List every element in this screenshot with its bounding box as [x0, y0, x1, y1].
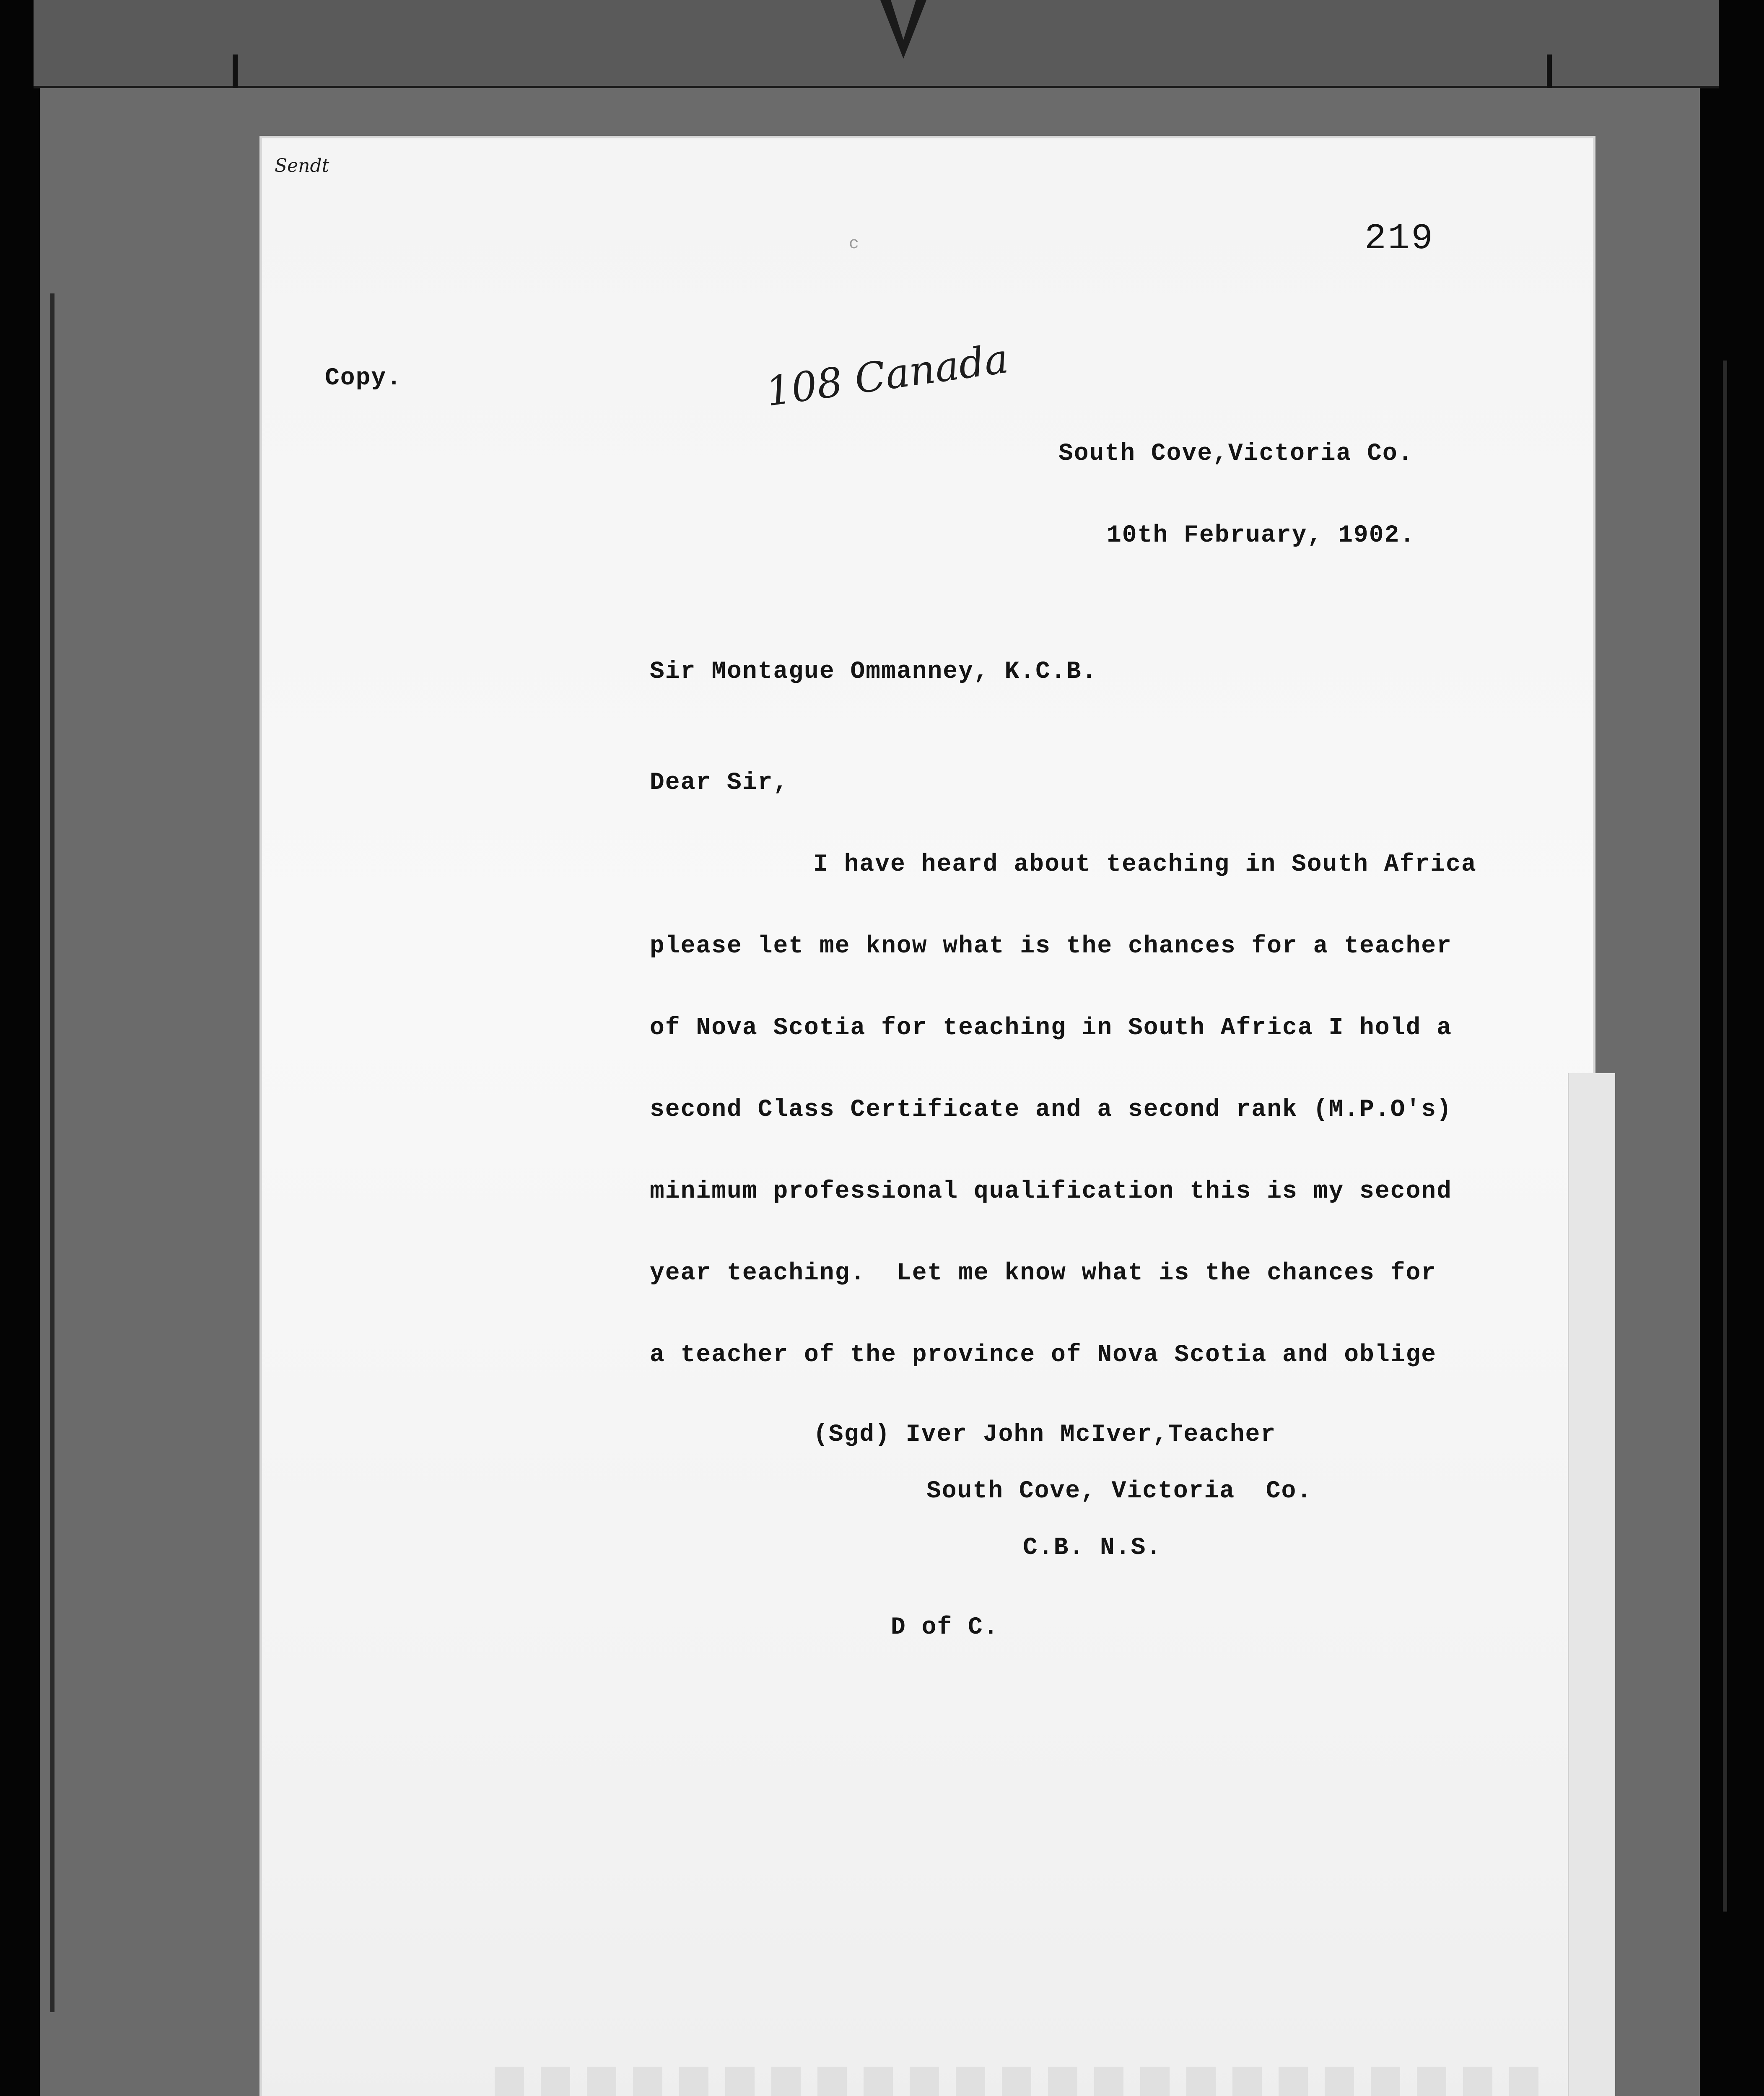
body-line: year teaching. Let me know what is the chances for [650, 1260, 1437, 1287]
frame-tick-left [233, 54, 238, 88]
mount-edge-right [1723, 361, 1727, 1912]
signature-address: South Cove, Victoria Co. [926, 1478, 1313, 1505]
sender-address: South Cove,Victoria Co. [1058, 440, 1414, 467]
body-line: of Nova Scotia for teaching in South Africa I hold a [650, 1014, 1452, 1042]
salutation: Dear Sir, [650, 769, 789, 796]
body-line: minimum professional qualification this is my second [650, 1178, 1452, 1205]
signature-address: C.B. N.S. [1023, 1534, 1162, 1562]
faint-mark: c [849, 235, 860, 254]
frame-tick-right [1547, 54, 1552, 88]
closing-reference: D of C. [891, 1614, 999, 1641]
body-line: a teacher of the province of Nova Scotia and oblige [650, 1341, 1437, 1369]
letter-date: 10th February, 1902. [1107, 522, 1416, 549]
body-line: I have heard about teaching in South Africa [813, 851, 1477, 878]
mount-edge-left [50, 293, 54, 2012]
notch-marker-icon [872, 0, 935, 59]
page-number: 219 [1365, 218, 1435, 259]
handwritten-corner-note: Sendt [275, 155, 329, 176]
handwritten-reference: 108 Canada [763, 335, 1012, 415]
bleed-through-row [495, 2067, 1543, 2096]
signature-line: (Sgd) Iver John McIver,Teacher [813, 1421, 1276, 1448]
body-line: please let me know what is the chances for a teacher [650, 933, 1452, 960]
copy-label: Copy. [325, 365, 402, 392]
body-line: second Class Certificate and a second rank (M.P.O's) [650, 1096, 1452, 1123]
recipient-line: Sir Montague Ommanney, K.C.B. [650, 658, 1097, 685]
paper-fold [1568, 1073, 1615, 2096]
